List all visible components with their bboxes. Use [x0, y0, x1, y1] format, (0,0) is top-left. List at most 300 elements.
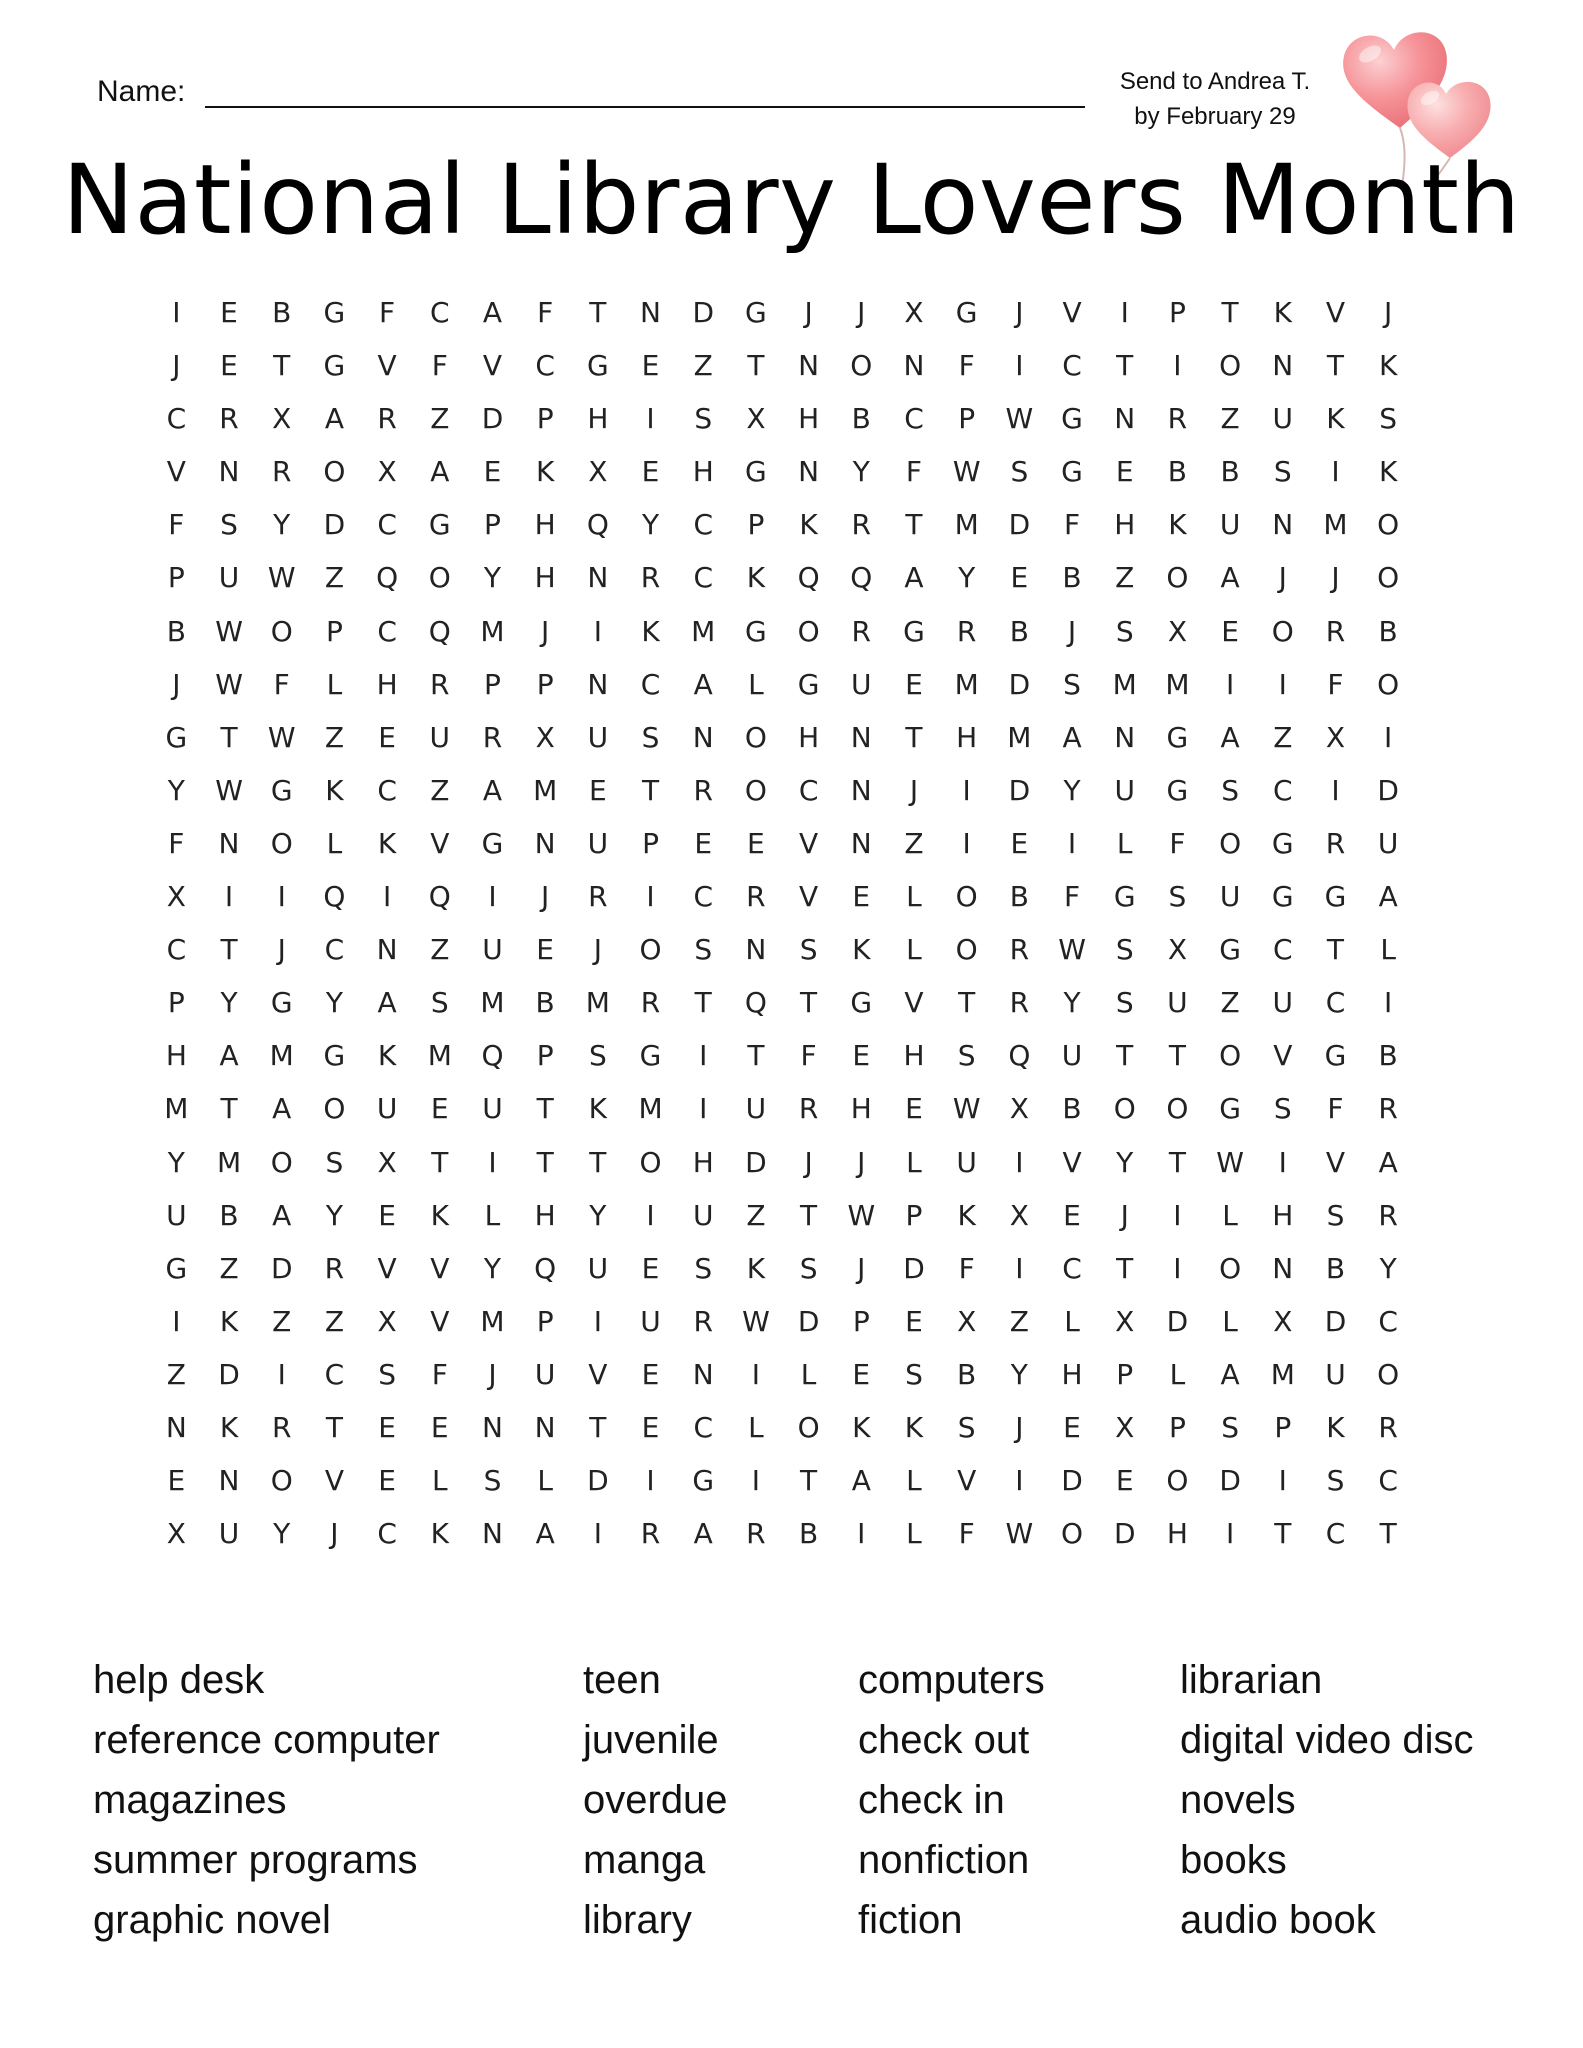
grid-letter[interactable]: U	[482, 1092, 503, 1126]
grid-letter[interactable]: R	[219, 402, 239, 436]
grid-letter[interactable]: V	[430, 826, 450, 860]
grid-letter[interactable]: C	[1325, 986, 1346, 1020]
grid-letter[interactable]: X	[904, 296, 924, 329]
grid-letter[interactable]: G	[1113, 880, 1136, 914]
grid-letter[interactable]: M	[269, 1039, 294, 1073]
grid-letter[interactable]: W	[215, 667, 243, 701]
grid-letter[interactable]: Y	[852, 455, 870, 489]
grid-letter[interactable]: E	[1221, 614, 1239, 648]
grid-letter[interactable]: E	[905, 1304, 923, 1338]
grid-letter[interactable]: G	[428, 508, 451, 542]
grid-letter[interactable]: M	[954, 508, 979, 542]
grid-letter[interactable]: J	[1384, 296, 1393, 329]
grid-letter[interactable]: R	[1009, 933, 1030, 967]
grid-letter[interactable]: Q	[323, 880, 346, 914]
grid-letter[interactable]: G	[481, 826, 504, 860]
grid-letter[interactable]: E	[378, 1464, 396, 1498]
grid-letter[interactable]: L	[906, 1145, 922, 1179]
grid-letter[interactable]: L	[1380, 933, 1396, 967]
grid-letter[interactable]: W	[1005, 1517, 1034, 1551]
grid-letter[interactable]: T	[431, 1145, 449, 1179]
grid-letter[interactable]: D	[1113, 1517, 1136, 1551]
grid-letter[interactable]: C	[640, 667, 661, 701]
grid-letter[interactable]: K	[1326, 402, 1345, 436]
grid-letter[interactable]: O	[270, 614, 293, 648]
grid-letter[interactable]: E	[1063, 1410, 1081, 1444]
grid-letter[interactable]: J	[804, 1145, 813, 1179]
grid-letter[interactable]: U	[1325, 1357, 1346, 1391]
grid-letter[interactable]: C	[1273, 773, 1293, 807]
grid-letter[interactable]: E	[220, 349, 238, 383]
grid-letter[interactable]: I	[962, 773, 971, 807]
grid-letter[interactable]: D	[692, 296, 714, 329]
grid-letter[interactable]: I	[1173, 1198, 1182, 1232]
grid-letter[interactable]: L	[906, 1517, 922, 1551]
grid-letter[interactable]: U	[587, 720, 609, 754]
grid-letter[interactable]: L	[800, 1357, 817, 1391]
grid-letter[interactable]: T	[958, 986, 976, 1020]
grid-letter[interactable]: Z	[324, 561, 344, 595]
grid-letter[interactable]: G	[586, 349, 609, 383]
grid-letter[interactable]: H	[798, 720, 820, 754]
grid-letter[interactable]: W	[847, 1198, 876, 1232]
grid-letter[interactable]: B	[1009, 614, 1029, 648]
grid-letter[interactable]: O	[797, 614, 820, 648]
grid-letter[interactable]: C	[1062, 349, 1082, 383]
grid-letter[interactable]: C	[377, 773, 397, 807]
grid-letter[interactable]: K	[746, 1251, 766, 1285]
grid-letter[interactable]: X	[377, 1304, 397, 1338]
grid-letter[interactable]: O	[639, 1145, 662, 1179]
grid-letter[interactable]: J	[857, 1251, 866, 1285]
grid-letter[interactable]: Y	[273, 1517, 291, 1551]
grid-letter[interactable]: R	[693, 773, 713, 807]
grid-letter[interactable]: P	[536, 1039, 554, 1073]
grid-letter[interactable]: I	[1384, 986, 1393, 1020]
grid-letter[interactable]: I	[1067, 826, 1077, 860]
grid-letter[interactable]: R	[693, 1304, 713, 1338]
grid-letter[interactable]: A	[324, 402, 344, 436]
grid-letter[interactable]: F	[1063, 880, 1081, 914]
grid-letter[interactable]: L	[1222, 1304, 1238, 1338]
grid-letter[interactable]: Q	[534, 1251, 557, 1285]
grid-letter[interactable]: A	[1062, 720, 1082, 754]
grid-letter[interactable]: D	[1008, 773, 1031, 807]
grid-letter[interactable]: A	[377, 986, 397, 1020]
grid-letter[interactable]: Q	[428, 614, 451, 648]
grid-letter[interactable]: M	[638, 1092, 663, 1126]
grid-letter[interactable]: U	[376, 1092, 398, 1126]
grid-letter[interactable]: I	[172, 296, 181, 329]
grid-letter[interactable]: T	[589, 296, 607, 329]
grid-letter[interactable]: C	[166, 933, 187, 967]
grid-letter[interactable]: D	[1377, 773, 1399, 807]
grid-letter[interactable]: Y	[325, 986, 343, 1020]
grid-letter[interactable]: Y	[483, 1251, 502, 1285]
grid-letter[interactable]: S	[1010, 455, 1029, 489]
grid-letter[interactable]: P	[1168, 1410, 1186, 1444]
grid-letter[interactable]: O	[1377, 561, 1400, 595]
grid-letter[interactable]: W	[215, 773, 243, 807]
grid-letter[interactable]: K	[377, 826, 397, 860]
grid-letter[interactable]: I	[1173, 349, 1182, 383]
grid-letter[interactable]: X	[377, 455, 397, 489]
grid-letter[interactable]: U	[166, 1198, 187, 1232]
grid-letter[interactable]: H	[534, 1198, 556, 1232]
grid-letter[interactable]: R	[798, 1092, 819, 1126]
grid-letter[interactable]: Y	[325, 1198, 343, 1232]
grid-letter[interactable]: E	[430, 1410, 449, 1444]
grid-letter[interactable]: Z	[1115, 561, 1135, 595]
grid-letter[interactable]: F	[168, 508, 185, 542]
grid-letter[interactable]: G	[797, 667, 820, 701]
grid-letter[interactable]: O	[323, 1092, 346, 1126]
grid-letter[interactable]: S	[1063, 667, 1081, 701]
grid-letter[interactable]: E	[1063, 1198, 1081, 1232]
grid-letter[interactable]: L	[537, 1464, 553, 1498]
grid-letter[interactable]: K	[746, 561, 766, 595]
grid-letter[interactable]: R	[851, 508, 872, 542]
grid-letter[interactable]: B	[1062, 1092, 1082, 1126]
grid-letter[interactable]: M	[164, 1092, 189, 1126]
grid-letter[interactable]: T	[800, 1464, 818, 1498]
grid-letter[interactable]: J	[1120, 1198, 1129, 1232]
grid-letter[interactable]: H	[692, 1145, 714, 1179]
grid-letter[interactable]: F	[431, 1357, 448, 1391]
grid-letter[interactable]: X	[1167, 933, 1187, 967]
grid-letter[interactable]: N	[692, 1357, 714, 1391]
grid-letter[interactable]: W	[1005, 402, 1034, 436]
grid-letter[interactable]: N	[534, 826, 556, 860]
grid-letter[interactable]: G	[165, 1251, 188, 1285]
grid-letter[interactable]: F	[537, 296, 554, 329]
grid-letter[interactable]: H	[850, 1092, 872, 1126]
grid-letter[interactable]: G	[1061, 455, 1083, 489]
grid-letter[interactable]: T	[800, 986, 818, 1020]
grid-letter[interactable]: E	[1010, 826, 1029, 860]
grid-letter[interactable]: L	[326, 826, 343, 860]
grid-letter[interactable]: R	[482, 720, 503, 754]
grid-letter[interactable]: B	[1220, 455, 1240, 489]
grid-letter[interactable]: N	[850, 826, 872, 860]
grid-letter[interactable]: R	[271, 1410, 292, 1444]
grid-letter[interactable]: V	[377, 1251, 397, 1285]
grid-letter[interactable]: U	[1167, 986, 1188, 1020]
grid-letter[interactable]: Z	[1220, 402, 1240, 436]
grid-letter[interactable]: T	[1116, 1251, 1134, 1285]
grid-letter[interactable]: B	[798, 1517, 819, 1551]
grid-letter[interactable]: E	[694, 826, 713, 860]
grid-letter[interactable]: P	[536, 1304, 554, 1338]
grid-letter[interactable]: G	[323, 296, 346, 329]
grid-letter[interactable]: I	[646, 880, 655, 914]
grid-letter[interactable]: W	[1216, 1145, 1244, 1179]
grid-letter[interactable]: H	[1272, 1198, 1294, 1232]
grid-letter[interactable]: I	[646, 1464, 655, 1498]
grid-letter[interactable]: C	[324, 933, 345, 967]
grid-letter[interactable]: F	[958, 1517, 975, 1551]
grid-letter[interactable]: K	[1273, 296, 1292, 329]
grid-letter[interactable]: B	[1378, 1039, 1398, 1073]
grid-letter[interactable]: C	[693, 508, 713, 542]
grid-letter[interactable]: C	[1062, 1251, 1082, 1285]
grid-letter[interactable]: N	[850, 773, 872, 807]
grid-letter[interactable]: G	[745, 614, 767, 648]
grid-letter[interactable]: K	[325, 773, 344, 807]
grid-letter[interactable]: Y	[1063, 773, 1081, 807]
grid-letter[interactable]: U	[587, 1251, 609, 1285]
grid-letter[interactable]: U	[745, 1092, 767, 1126]
grid-letter[interactable]: E	[747, 826, 765, 860]
grid-letter[interactable]: K	[852, 933, 871, 967]
grid-letter[interactable]: U	[1114, 773, 1135, 807]
grid-letter[interactable]: R	[640, 561, 661, 595]
grid-letter[interactable]: P	[167, 986, 185, 1020]
grid-letter[interactable]: E	[588, 773, 607, 807]
grid-letter[interactable]: O	[1061, 1517, 1084, 1551]
grid-letter[interactable]: I	[277, 1357, 286, 1391]
grid-letter[interactable]: T	[536, 1092, 554, 1126]
grid-letter[interactable]: Y	[1063, 986, 1081, 1020]
grid-letter[interactable]: V	[904, 986, 924, 1020]
grid-letter[interactable]: Z	[430, 402, 450, 436]
grid-letter[interactable]: H	[1166, 1517, 1188, 1551]
grid-letter[interactable]: F	[800, 1039, 817, 1073]
grid-letter[interactable]: O	[850, 349, 873, 383]
grid-letter[interactable]: D	[797, 1304, 820, 1338]
grid-letter[interactable]: Y	[589, 1198, 607, 1232]
grid-letter[interactable]: O	[955, 880, 978, 914]
name-line[interactable]	[205, 106, 1085, 108]
grid-letter[interactable]: A	[1220, 1357, 1240, 1391]
grid-letter[interactable]: V	[1273, 1039, 1293, 1073]
grid-letter[interactable]: K	[430, 1517, 449, 1551]
grid-letter[interactable]: N	[1272, 508, 1294, 542]
grid-letter[interactable]: Y	[1379, 1251, 1397, 1285]
grid-letter[interactable]: E	[641, 1410, 660, 1444]
grid-letter[interactable]: V	[1062, 1145, 1082, 1179]
grid-letter[interactable]: N	[481, 1410, 503, 1444]
grid-letter[interactable]: A	[693, 667, 713, 701]
grid-letter[interactable]: C	[377, 508, 397, 542]
grid-letter[interactable]: Q	[586, 508, 609, 542]
grid-letter[interactable]: T	[220, 1092, 238, 1126]
grid-letter[interactable]: K	[219, 1410, 239, 1444]
grid-letter[interactable]: I	[593, 1517, 602, 1551]
grid-letter[interactable]: X	[746, 402, 766, 436]
grid-letter[interactable]: J	[1015, 1410, 1024, 1444]
grid-letter[interactable]: G	[165, 720, 188, 754]
grid-letter[interactable]: U	[1377, 826, 1399, 860]
grid-letter[interactable]: R	[271, 455, 292, 489]
grid-letter[interactable]: R	[430, 667, 450, 701]
grid-letter[interactable]: E	[378, 1410, 396, 1444]
grid-letter[interactable]: W	[952, 1092, 981, 1126]
grid-letter[interactable]: A	[430, 455, 450, 489]
grid-letter[interactable]: P	[958, 402, 976, 436]
grid-letter[interactable]: S	[325, 1145, 344, 1179]
grid-letter[interactable]: H	[165, 1039, 187, 1073]
grid-letter[interactable]: S	[1115, 933, 1134, 967]
grid-letter[interactable]: A	[904, 561, 924, 595]
grid-letter[interactable]: J	[541, 614, 550, 648]
grid-letter[interactable]: I	[646, 402, 655, 436]
grid-letter[interactable]: O	[744, 720, 767, 754]
grid-letter[interactable]: I	[751, 1464, 761, 1498]
grid-letter[interactable]: E	[430, 1092, 449, 1126]
grid-letter[interactable]: N	[745, 933, 767, 967]
grid-letter[interactable]: W	[1058, 933, 1086, 967]
grid-letter[interactable]: I	[1331, 773, 1340, 807]
grid-letter[interactable]: O	[1219, 826, 1242, 860]
grid-letter[interactable]: Q	[797, 561, 820, 595]
grid-letter[interactable]: E	[378, 720, 396, 754]
grid-letter[interactable]: Y	[273, 508, 291, 542]
grid-letter[interactable]: M	[954, 667, 979, 701]
grid-letter[interactable]: R	[1167, 402, 1188, 436]
grid-letter[interactable]: T	[273, 349, 291, 383]
grid-letter[interactable]: J	[488, 1357, 497, 1391]
grid-letter[interactable]: J	[172, 667, 181, 701]
grid-letter[interactable]: B	[1167, 455, 1188, 489]
grid-letter[interactable]: L	[1222, 1198, 1238, 1232]
grid-letter[interactable]: S	[957, 1039, 976, 1073]
grid-letter[interactable]: P	[1274, 1410, 1292, 1444]
grid-letter[interactable]: L	[748, 667, 764, 701]
grid-letter[interactable]: T	[220, 720, 238, 754]
grid-letter[interactable]: U	[640, 1304, 661, 1338]
grid-letter[interactable]: G	[1324, 880, 1347, 914]
grid-letter[interactable]: Z	[324, 720, 344, 754]
grid-letter[interactable]: V	[957, 1464, 977, 1498]
grid-letter[interactable]: E	[536, 933, 554, 967]
grid-letter[interactable]: B	[272, 296, 292, 329]
grid-letter[interactable]: O	[1271, 614, 1294, 648]
grid-letter[interactable]: V	[1325, 296, 1346, 329]
grid-letter[interactable]: V	[1062, 296, 1082, 329]
grid-letter[interactable]: K	[957, 1198, 976, 1232]
grid-letter[interactable]: R	[324, 1251, 345, 1285]
grid-letter[interactable]: D	[1324, 1304, 1347, 1338]
grid-letter[interactable]: Y	[1116, 1145, 1134, 1179]
grid-letter[interactable]: C	[377, 614, 397, 648]
grid-letter[interactable]: I	[646, 1198, 655, 1232]
grid-letter[interactable]: O	[1166, 561, 1189, 595]
grid-letter[interactable]: Y	[167, 773, 185, 807]
grid-letter[interactable]: I	[593, 1304, 602, 1338]
grid-letter[interactable]: C	[377, 1517, 397, 1551]
grid-letter[interactable]: I	[1278, 667, 1287, 701]
grid-letter[interactable]: H	[534, 561, 556, 595]
grid-letter[interactable]: B	[535, 986, 555, 1020]
grid-letter[interactable]: I	[488, 880, 497, 914]
grid-letter[interactable]: B	[1378, 614, 1398, 648]
grid-letter[interactable]: U	[1272, 986, 1294, 1020]
grid-letter[interactable]: R	[1325, 614, 1346, 648]
grid-letter[interactable]: O	[1219, 349, 1242, 383]
grid-letter[interactable]: T	[1116, 1039, 1134, 1073]
grid-letter[interactable]: N	[1272, 1251, 1294, 1285]
grid-letter[interactable]: I	[172, 1304, 181, 1338]
grid-letter[interactable]: W	[215, 614, 243, 648]
grid-letter[interactable]: S	[1221, 1410, 1239, 1444]
grid-letter[interactable]: A	[693, 1517, 713, 1551]
grid-letter[interactable]: W	[267, 561, 296, 595]
grid-letter[interactable]: J	[330, 1517, 339, 1551]
grid-letter[interactable]: S	[1379, 402, 1398, 436]
grid-letter[interactable]: Z	[904, 826, 924, 860]
grid-letter[interactable]: J	[804, 296, 813, 329]
grid-letter[interactable]: P	[167, 561, 185, 595]
grid-letter[interactable]: C	[430, 296, 450, 329]
grid-letter[interactable]: I	[277, 880, 286, 914]
grid-letter[interactable]: K	[430, 1198, 449, 1232]
grid-letter[interactable]: O	[744, 773, 767, 807]
grid-letter[interactable]: K	[641, 614, 660, 648]
grid-letter[interactable]: M	[427, 1039, 452, 1073]
grid-letter[interactable]: F	[905, 455, 923, 489]
grid-letter[interactable]: Z	[324, 1304, 344, 1338]
grid-letter[interactable]: C	[166, 402, 187, 436]
grid-letter[interactable]: V	[430, 1304, 450, 1338]
grid-letter[interactable]: F	[431, 349, 448, 383]
grid-letter[interactable]: U	[587, 826, 609, 860]
grid-letter[interactable]: U	[1219, 508, 1241, 542]
grid-letter[interactable]: R	[640, 986, 661, 1020]
grid-letter[interactable]: V	[799, 826, 819, 860]
grid-letter[interactable]: N	[481, 1517, 503, 1551]
grid-letter[interactable]: S	[694, 402, 713, 436]
grid-letter[interactable]: C	[693, 1410, 713, 1444]
grid-letter[interactable]: G	[1271, 826, 1294, 860]
grid-letter[interactable]: T	[1116, 349, 1134, 383]
grid-letter[interactable]: D	[745, 1145, 767, 1179]
grid-letter[interactable]: D	[481, 402, 504, 436]
grid-letter[interactable]: Y	[220, 986, 238, 1020]
grid-letter[interactable]: X	[1273, 1304, 1293, 1338]
grid-letter[interactable]: G	[745, 455, 767, 489]
grid-letter[interactable]: G	[850, 986, 873, 1020]
grid-letter[interactable]: I	[1015, 349, 1024, 383]
grid-letter[interactable]: G	[1166, 720, 1189, 754]
grid-letter[interactable]: A	[1220, 720, 1240, 754]
grid-letter[interactable]: S	[641, 720, 660, 754]
grid-letter[interactable]: G	[323, 1039, 346, 1073]
grid-letter[interactable]: X	[1115, 1410, 1135, 1444]
grid-letter[interactable]: U	[956, 1145, 977, 1179]
grid-letter[interactable]: K	[1168, 508, 1187, 542]
grid-letter[interactable]: T	[1326, 933, 1345, 967]
grid-letter[interactable]: K	[799, 508, 818, 542]
grid-letter[interactable]: Q	[428, 880, 451, 914]
grid-letter[interactable]: D	[1061, 1464, 1083, 1498]
grid-letter[interactable]: I	[1225, 1517, 1235, 1551]
grid-letter[interactable]: O	[270, 826, 293, 860]
grid-letter[interactable]: F	[273, 667, 290, 701]
grid-letter[interactable]: J	[1278, 561, 1287, 595]
grid-letter[interactable]: B	[851, 402, 871, 436]
grid-letter[interactable]: U	[482, 933, 503, 967]
grid-letter[interactable]: R	[1378, 1410, 1398, 1444]
grid-letter[interactable]: T	[220, 933, 238, 967]
grid-letter[interactable]: A	[535, 1517, 555, 1551]
grid-letter[interactable]: S	[905, 1357, 923, 1391]
grid-letter[interactable]: H	[1061, 1357, 1083, 1391]
grid-letter[interactable]: M	[1112, 667, 1137, 701]
grid-letter[interactable]: K	[535, 455, 555, 489]
grid-letter[interactable]: O	[1377, 508, 1400, 542]
grid-letter[interactable]: L	[1116, 826, 1133, 860]
